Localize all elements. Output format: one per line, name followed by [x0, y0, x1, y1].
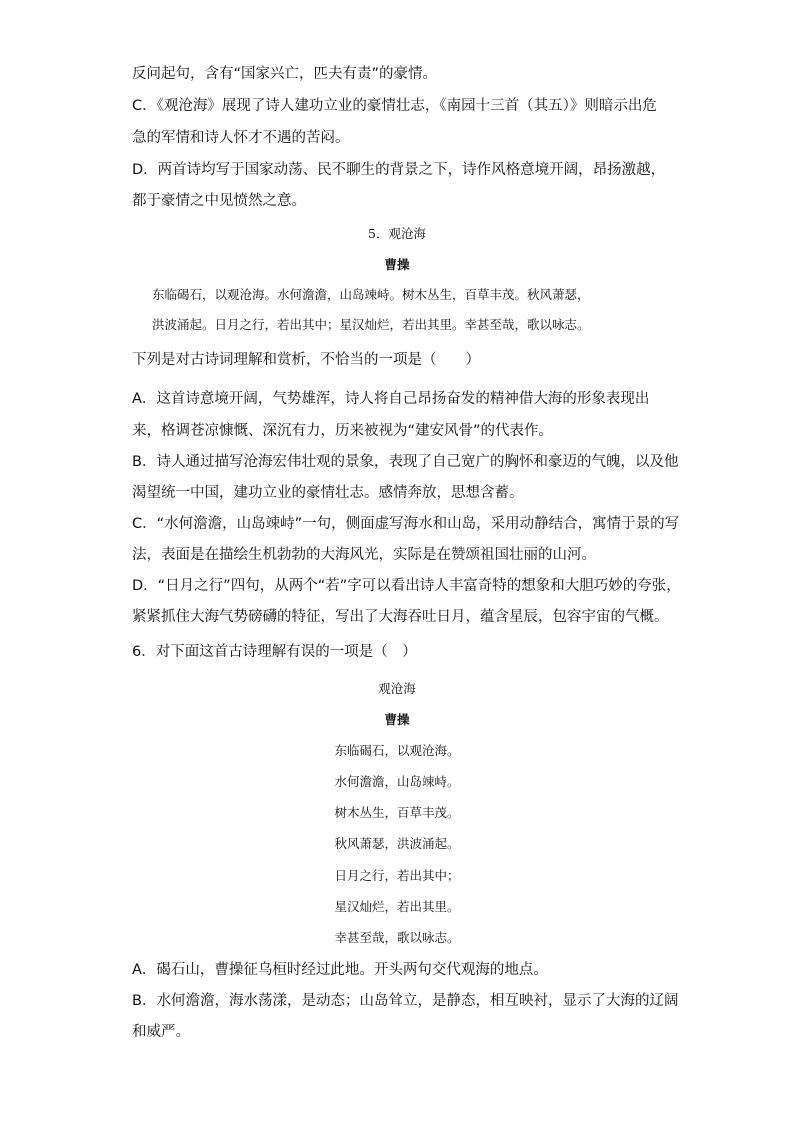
q6-poem-line: 星汉灿烂，若出其里。: [334, 899, 460, 914]
q6-poem-line: 日月之行，若出其中；: [334, 868, 460, 883]
q4-option-d-line1: D．两首诗均写于国家动荡、民不聊生的背景之下，诗作风格意境开阔，昂扬激越，: [132, 162, 666, 178]
q6-option-b-line2: 和威严。: [132, 1024, 190, 1040]
q6-option-b-line1: B．水何澹澹，海水荡漾，是动态；山岛耸立，是静态，相互映衬，显示了大海的辽阔: [132, 993, 679, 1009]
q6-poem-title: 观沧海: [378, 681, 416, 696]
q6-poem-line: 树木丛生，百草丰茂。: [334, 805, 460, 820]
q6-option-a-line1: A．碣石山，曹操征乌桓时经过此地。开头两句交代观海的地点。: [132, 962, 548, 978]
q5-poem-line1: 东临碣石，以观沧海。水何澹澹，山岛竦峙。树木丛生，百草丰茂。秋风萧瑟，: [152, 287, 590, 302]
q6-poem-author: 曹操: [384, 712, 410, 727]
q4-option-c-line1: C．《观沧海》展现了诗人建功立业的豪情壮志，《南园十三首（其五）》则暗示出危: [132, 98, 657, 114]
q5-option-d-line1: D．“日月之行”四句，从两个“若”字可以看出诗人丰富奇特的想象和大胆巧妙的夸张，: [132, 578, 681, 594]
q5-option-b-line2: 渴望统一中国，建功立业的豪情壮志。感情奔放，思想含蓄。: [132, 485, 524, 501]
q4-option-d-line2: 都于豪情之中见愤然之意。: [132, 193, 306, 209]
q5-option-d-line2: 紧紧抓住大海气势磅礴的特征，写出了大海吞吐日月，蕴含星辰，包容宇宙的气概。: [132, 609, 669, 625]
q5-stem: 下列是对古诗词理解和赏析，不恰当的一项是（ ）: [132, 352, 480, 368]
q5-option-a-line2: 来，格调苍凉慷慨、深沉有力，历来被视为“建安风骨”的代表作。: [132, 423, 554, 439]
q6-stem: 6．对下面这首古诗理解有误的一项是（ ）: [132, 644, 417, 660]
q5-option-a-line1: A．这首诗意境开阔，气势雄浑，诗人将自己昂扬奋发的精神借大海的形象表现出: [132, 391, 650, 407]
q6-poem-line: 东临碣石，以观沧海。: [334, 743, 460, 758]
q5-poem-title: 5．观沧海: [368, 226, 426, 241]
q5-option-c-line1: C．“水何澹澹，山岛竦峙”一句，侧面虚写海水和山岛，采用动静结合，寓情于景的写: [132, 516, 680, 532]
q5-option-c-line2: 法，表面是在描绘生机勃勃的大海风光，实际是在赞颂祖国壮丽的山河。: [132, 547, 596, 563]
q6-poem-line: 幸甚至哉，歌以咏志。: [334, 930, 460, 945]
q6-poem-line: 秋风萧瑟，洪波涌起。: [334, 836, 460, 851]
q5-option-b-line1: B．诗人通过描写沧海宏伟壮观的景象，表现了自己宽广的胸怀和豪迈的气魄，以及他: [132, 454, 679, 470]
q5-poem-line2: 洪波涌起。日月之行，若出其中；星汉灿烂，若出其里。幸甚至哉，歌以咏志。: [152, 317, 590, 332]
q4-option-c-line2: 急的军情和诗人怀才不遇的苦闷。: [132, 130, 350, 146]
q5-poem-author: 曹操: [384, 257, 410, 272]
q4-line1: 反问起句，含有“国家兴亡，匹夫有责”的豪情。: [132, 66, 438, 82]
q6-poem-line: 水何澹澹，山岛竦峙。: [334, 774, 460, 789]
